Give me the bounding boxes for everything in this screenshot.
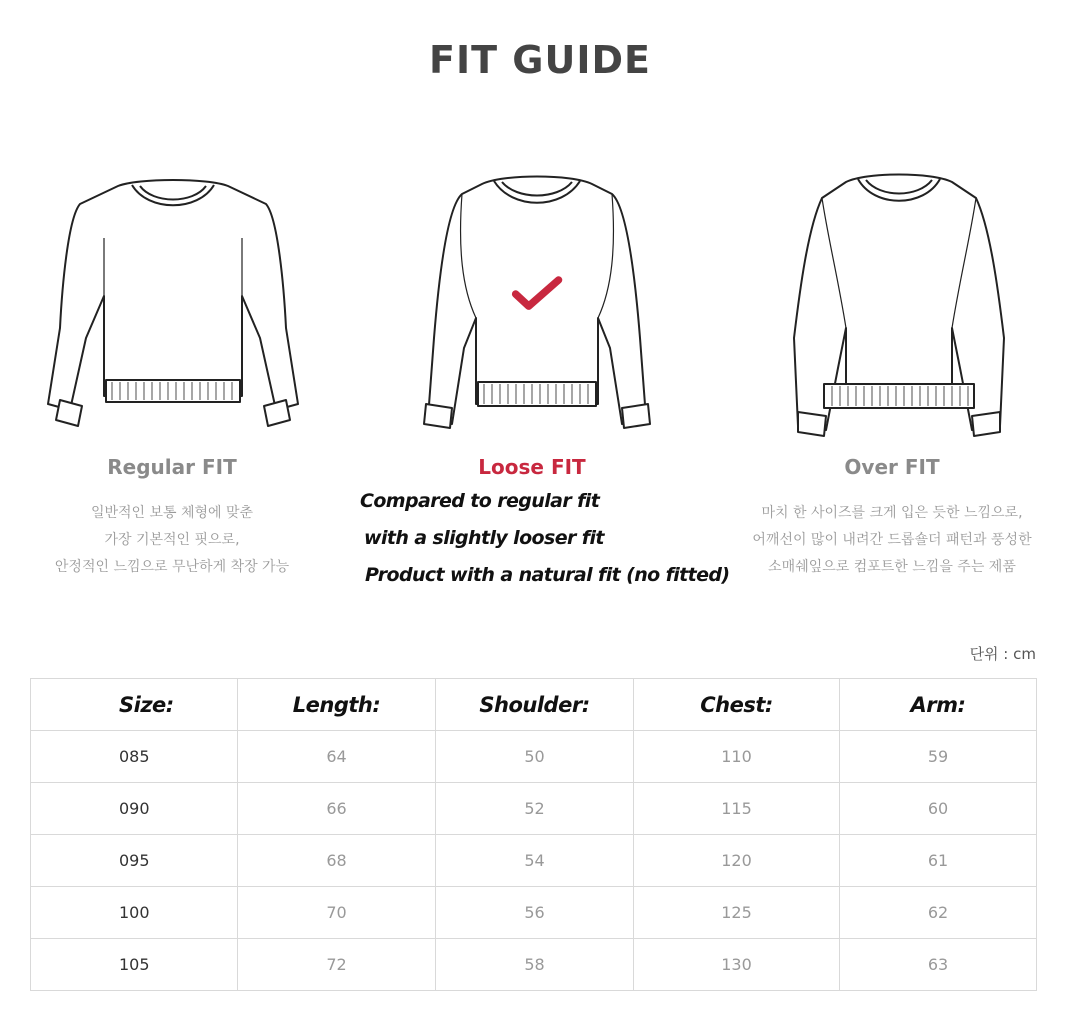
shoulder-cell: 52 [436,783,634,835]
table-header-row [31,679,1037,731]
shoulder-cell: 50 [436,731,634,783]
column-header-shoulder: Shoulder: [436,679,634,731]
size-cell: 105 [31,939,238,991]
table-row [31,731,1037,783]
size-table [30,678,1037,991]
regular-fit-sweater-illustration [28,168,318,443]
description-line: 일반적인 보통 체형에 맞춘 [90,505,254,521]
size-cell: 085 [31,731,238,783]
unit-label: 단위 : cm [969,645,1036,663]
arm-cell: 60 [840,783,1037,835]
description-line: Compared to regular fit [360,490,600,512]
page-title: FIT GUIDE [429,38,651,82]
size-cell: 100 [31,887,238,939]
loose-fit-label: Loose FIT [478,455,586,479]
loose-fit-description [356,483,756,594]
table-row [31,783,1037,835]
shoulder-cell: 56 [436,887,634,939]
arm-cell: 62 [840,887,1037,939]
arm-cell: 61 [840,835,1037,887]
length-cell: 66 [238,783,436,835]
over-fit-label: Over FIT [844,455,940,479]
shoulder-cell: 58 [436,939,634,991]
column-header-chest: Chest: [634,679,840,731]
over-fit-sweater-illustration [754,168,1044,443]
size-cell: 095 [31,835,238,887]
table-row [31,835,1037,887]
shoulder-cell: 54 [436,835,634,887]
length-cell: 68 [238,835,436,887]
length-cell: 64 [238,731,436,783]
size-cell: 090 [31,783,238,835]
column-header-arm: Arm: [840,679,1037,731]
chest-cell: 115 [634,783,840,835]
column-header-size: Size: [31,679,238,731]
chest-cell: 110 [634,731,840,783]
description-line: 안정적인 느낌으로 무난하게 착장 가능 [54,559,290,575]
table-row [31,887,1037,939]
description-line: with a slightly looser fit [364,527,604,549]
loose-fit-sweater-illustration [392,168,682,443]
regular-fit-label: Regular FIT [107,455,237,479]
arm-cell: 59 [840,731,1037,783]
table-row [31,939,1037,991]
regular-fit-description [2,500,342,581]
chest-cell: 125 [634,887,840,939]
chest-cell: 130 [634,939,840,991]
length-cell: 72 [238,939,436,991]
column-header-length: Length: [238,679,436,731]
chest-cell: 120 [634,835,840,887]
description-line: 어깨선이 많이 내려간 드롭숄더 패턴과 풍성한 [752,532,1032,548]
description-line: 소매쉐잎으로 컴포트한 느낌을 주는 제품 [768,559,1016,575]
description-line: Product with a natural fit (no fitted) [365,564,730,586]
description-line: 가장 기본적인 핏으로, [104,532,240,548]
check-icon [510,274,566,314]
description-line: 마치 한 사이즈를 크게 입은 듯한 느낌으로, [761,505,1023,521]
over-fit-description [722,500,1062,581]
arm-cell: 63 [840,939,1037,991]
length-cell: 70 [238,887,436,939]
